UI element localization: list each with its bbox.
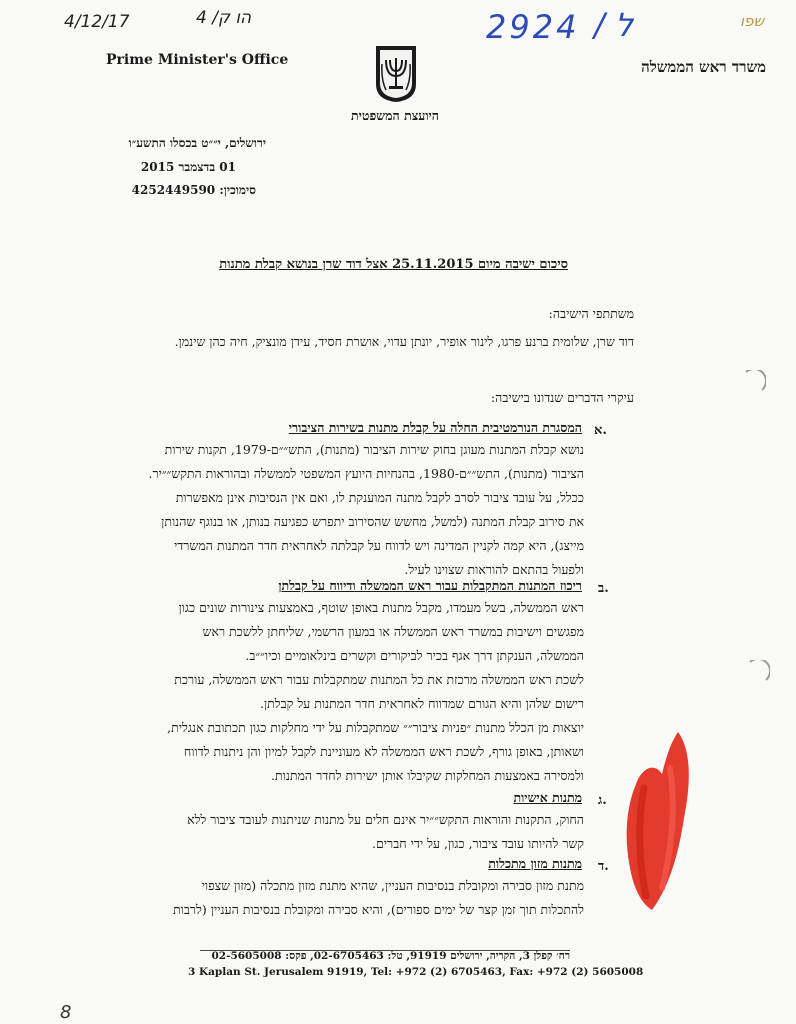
handwritten-number: 2924 — [486, 8, 580, 46]
red-marker-scribble — [612, 728, 702, 918]
section-a-line: ככלל, על עובד ציבור לסרב לקבל מתנה המוענקת לו, ואם אין הנסיבות אינן מאפשרות — [175, 490, 584, 505]
section-d-heading: מתנות מזון מתכלות — [488, 856, 582, 871]
participants-names: דוד שרן, שלומית ברנע פרגו, לינור אופיר, יונתן עדוי, אושרת חסיד, עידן מונציק, חיה כהן שינמן. — [174, 334, 634, 349]
section-a-line: את סירוב קבלת המתנה (למשל, מחשש שהסירוב יתפרש כפגיעה בנותן, או בנוגף שהנותן — [161, 514, 584, 529]
handwritten-slash-mark: / ל — [594, 6, 634, 44]
footer-english: 3 Kaplan St. Jerusalem 91919, Tel: +972 (2) 6705463, Fax: +972 (2) 5605008 — [188, 966, 644, 978]
section-a-line: מייצג), היא קמה לקניין המדינה ויש לדווח על קבלתה לאחראית חדר המתנות המשרדי — [173, 538, 584, 553]
section-d-line: מתנת מזון סבירה ומקובלת בנסיבות העניין, שהיא מתנת מזון מתכלה (מזון שצפוי — [201, 878, 584, 893]
section-c-heading: מתנות אישיות — [513, 790, 582, 805]
section-letter-c: ג. — [598, 793, 607, 808]
section-a-line: נושא קבלת המתנות מעוגן בחוק שירות הציבור (מתנות), התש״״ם-1979, תקנות שירות — [164, 442, 584, 457]
section-b-line: ראש הממשלה, בשל מעמדו, מקבל מתנות באופן שוטף, באמצעות צינורות שונים כגון — [178, 600, 584, 615]
reference-number: סימוכין: 4252449590 — [131, 183, 256, 197]
page-mark: 8 — [60, 1002, 72, 1023]
section-a-heading: המסגרת הנורמטיבית החלה על קבלת מתנות בשירות הציבורי — [288, 420, 582, 435]
gregorian-date: 01 בדצמבר 2015 — [140, 160, 236, 174]
footer-hebrew: רח׳ קפלן 3, הקריה, ירושלים 91919, טל: 02-6705463, פקס: 02-5605008 — [211, 950, 570, 962]
handwritten-date: 4/12/17 — [64, 12, 130, 32]
section-b-line: לשכת ראש הממשלה מרכזת את כל המתנות שמתקבלות עבור ראש הממשלה, עורכת — [174, 672, 584, 687]
section-letter-d: ד. — [598, 859, 609, 874]
participants-heading: משתתפי הישיבה: — [548, 306, 634, 321]
section-a-line: הציבור (מתנות), התש״״ם-1980, בהנחיות היועץ המשפטי לממשלה ובהוראות התקש״״יר. — [148, 466, 584, 481]
handwritten-note: 4 /הו ק — [196, 8, 252, 28]
section-c-line: החוק, התקנות והוראות התקש״״יר אינם חלים על מתנות שניתנות לעובד ציבור ללא — [187, 812, 584, 827]
punch-hole-mark — [746, 660, 770, 684]
section-b-line: הממשלה, הענקתן דרך אגף בכיר לביקורים וקשרים בינלאומיים וכיו״״ב. — [245, 648, 584, 663]
section-b-line: מפגשים וישיבות במשרד ראש הממשלה או במעון הרשמי, שליחתן ללשכת ראש — [202, 624, 584, 639]
section-b-line: ולמסירה באמצעות המחלקות שקיבלו אותן ישירות לחדר המתנות. — [271, 768, 584, 783]
office-name-hebrew: משרד ראש הממשלה — [641, 58, 766, 76]
office-name-english: Prime Minister's Office — [106, 52, 289, 68]
section-b-line: רישום שלהן והיא הגורם שמדווח לאחראית חדר המתנות על קבלתן. — [260, 696, 584, 711]
handwritten-corner-mark: שפו — [740, 12, 765, 30]
document-title: סיכום ישיבה מיום 25.11.2015 אצל דוד שרן בנושא קבלת מתנות — [219, 257, 568, 272]
section-b-heading: ריכוז המתנות המתקבלות עבור ראש הממשלה ודיווח על קבלתן — [278, 578, 582, 593]
section-c-line: קשר להיותו עובד ציבור, כגון, על ידי חברים. — [372, 836, 584, 851]
section-b-line: יוצאות מן הכלל מתנות ״פניות ציבור״״ שמתקבלות על ידי מחלקות כגון תכתובת אנגלית, — [167, 720, 584, 735]
hebrew-date: ירושלים, י״״ט בכסלו התשע״ו — [128, 136, 266, 150]
section-b-line: ושאותן, באופן גורף, לשכת ראש הממשלה לא מעוניינת לקבל למיון והן ניתנות לדווח — [183, 744, 584, 759]
department-name: היועצת המשפטית — [351, 108, 439, 123]
section-letter-b: ב. — [598, 581, 609, 596]
section-letter-a: א. — [594, 423, 607, 438]
discussed-heading: עיקרי הדברים שנדונו בישיבה: — [490, 390, 634, 405]
section-a-line: ולפעול בהתאם להוראות שצוינו לעיל. — [404, 562, 584, 577]
punch-hole-mark — [742, 370, 766, 394]
state-emblem-icon — [372, 44, 420, 104]
section-d-line: להתכלות תוך זמן קצר של ימים ספורים), והיא סבירה ומקובלת בנסיבות העניין (לרבות — [173, 902, 584, 917]
